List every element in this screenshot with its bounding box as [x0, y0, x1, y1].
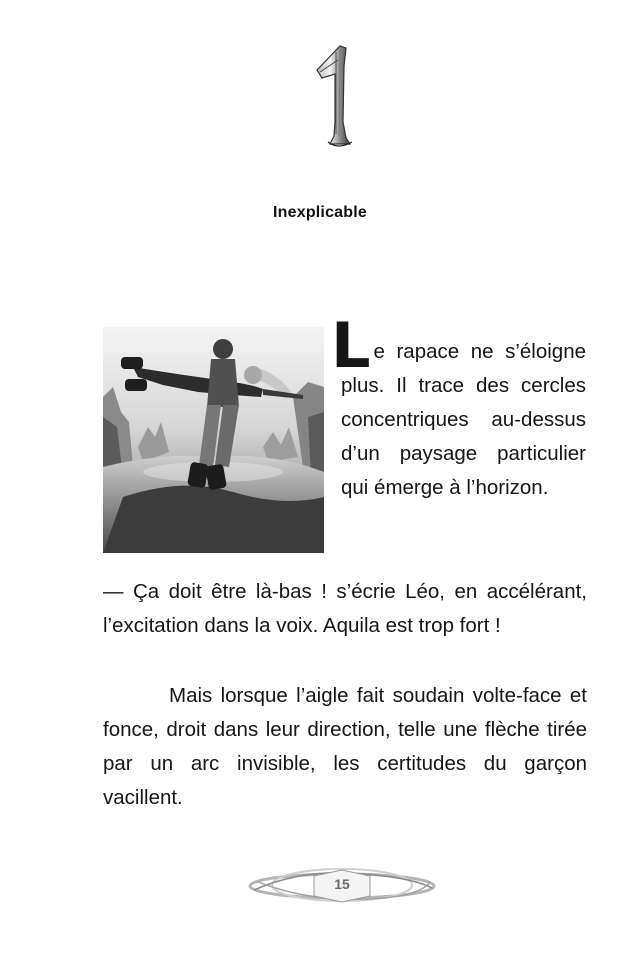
- drop-cap-letter: L: [331, 309, 371, 382]
- dialog-paragraph: — Ça doit être là-bas ! s’écrie Léo, en accélérant, l’excitation dans la voix. Aquila est trop fort !: [103, 580, 587, 637]
- chapter-number-one-ornament: [300, 38, 360, 150]
- page-number: 15: [334, 876, 350, 892]
- opening-paragraph: [331, 309, 586, 505]
- flying-children-illustration: [103, 327, 324, 553]
- chapter-title: Inexplicable: [273, 204, 367, 221]
- page-footer-ornament: [244, 860, 440, 912]
- narration-paragraph: Mais lorsque l’aigle fait soudain volte-face et fonce, droit dans leur direction, telle une flèche tirée par un arc invisible, les certitudes du garçon vacillent.: [103, 684, 587, 809]
- opening-paragraph-text: e rapace ne s’éloigne plus. Il trace des cercles concentriques au-dessus d’un paysage particulier qui émerge à l’horizon.: [341, 340, 586, 499]
